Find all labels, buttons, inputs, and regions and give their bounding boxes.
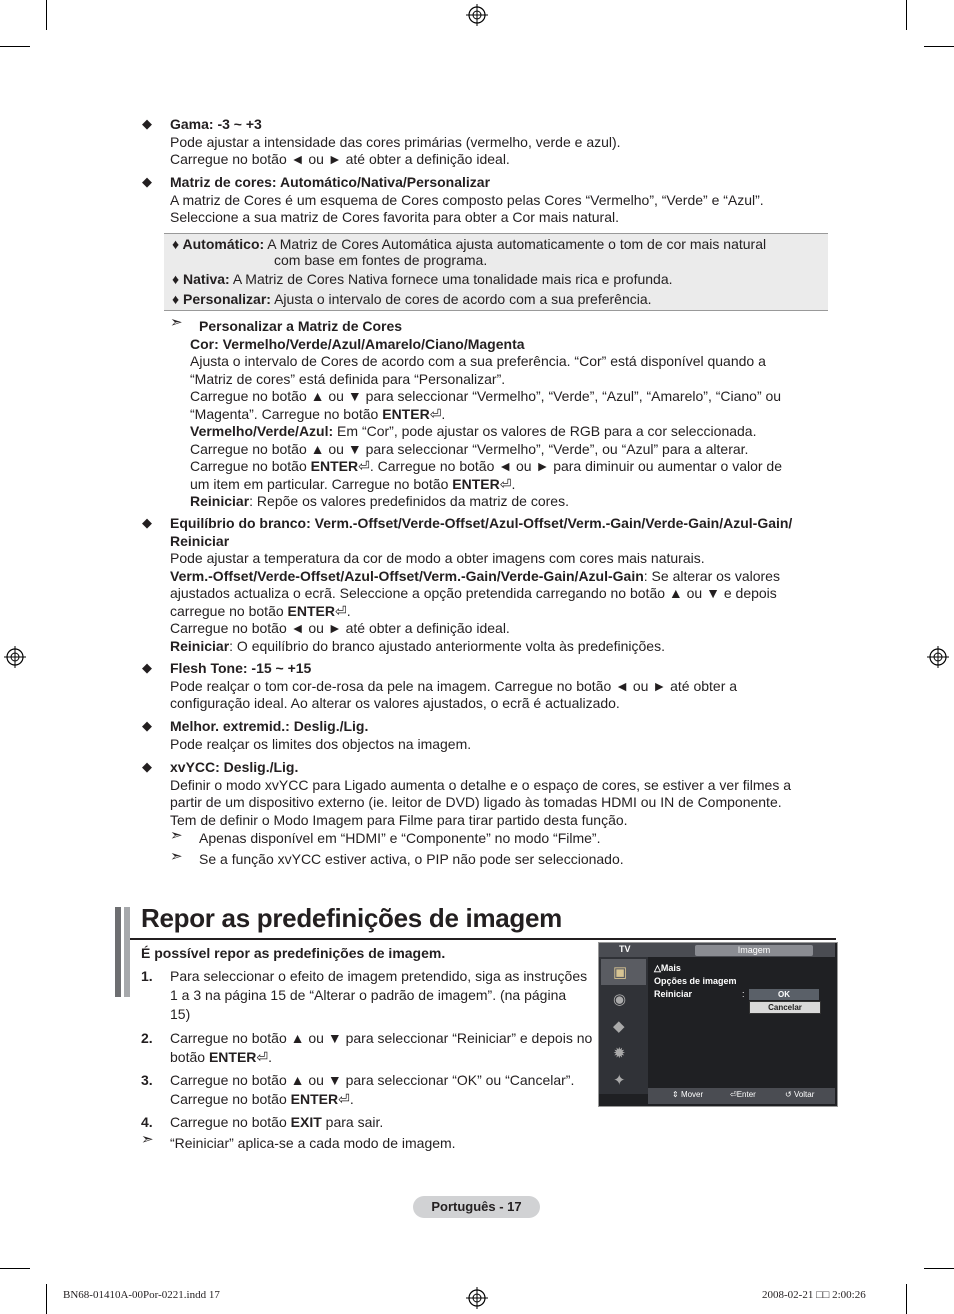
xvycc-note: Se a função xvYCC estiver activa, o PIP não pode ser seleccionado.	[199, 851, 624, 867]
crop-mark	[0, 1268, 30, 1269]
diamond-bullet-icon: ◆	[142, 759, 152, 774]
callout-native-label: ♦ Nativa:	[172, 271, 230, 287]
enter-key-label: ENTER	[287, 602, 335, 619]
osd-more: △Mais	[654, 963, 681, 973]
enter-icon: ⏎	[334, 602, 347, 619]
osd-colon: :	[742, 989, 745, 999]
step-number: 3.	[141, 1072, 153, 1088]
crop-mark	[924, 1268, 954, 1269]
color-matrix-title: Matriz de cores: Automático/Nativa/Personalizar	[170, 174, 491, 190]
edge-title: Melhor. extremid.: Deslig./Lig.	[170, 718, 369, 734]
note-text-part: um item em particular. Carregue no botão	[190, 475, 453, 492]
crop-mark	[906, 0, 907, 30]
white-balance-text: carregue no botão ENTER⏎.	[170, 602, 351, 619]
gamma-text: Carregue no botão ◄ ou ► até obter a definição ideal.	[170, 151, 510, 167]
note-text: Carregue no botão ▲ ou ▼ para seleccionar “Vermelho”, “Verde”, “Azul”, “Amarelo”, “Ciano” ou	[190, 388, 782, 404]
white-balance-text: Carregue no botão ◄ ou ► até obter a definição ideal.	[170, 620, 510, 636]
registration-mark-icon	[927, 646, 949, 668]
enter-icon: ⏎	[338, 1091, 350, 1107]
page-title: Repor as predefinições de imagem	[141, 903, 562, 933]
note-text-part: “Magenta”. Carregue no botão	[190, 405, 383, 422]
osd-footer-back	[785, 1090, 814, 1099]
enter-key-label: ENTER	[452, 475, 500, 492]
flesh-tone-text: configuração ideal. Ao alterar os valores ajustados, o ecrã é actualizado.	[170, 695, 620, 711]
note-text-part: . Carregue no botão ◄ ou ► para diminuir ou aumentar o valor de	[369, 458, 782, 474]
heading-bar	[124, 907, 130, 997]
step-text	[170, 1029, 598, 1067]
callout-auto-text: A Matriz de Cores Automática ajusta automaticamente o tom de cor mais natural	[264, 236, 767, 252]
flesh-tone-title: Flesh Tone: -15 ~ +15	[170, 660, 312, 676]
xvycc-text: Definir o modo xvYCC para Ligado aumenta o detalhe e o espaço de cores, se estiver a ver filmes a	[170, 776, 791, 793]
xvycc-section	[170, 759, 791, 829]
white-balance-text-part: : Se alterar os valores	[643, 567, 780, 584]
step-text-part: Carregue no botão	[170, 1114, 291, 1130]
note-text-part: : Repõe os valores predefinidos da matriz de cores.	[249, 493, 569, 509]
note-label: Reiniciar	[190, 493, 250, 509]
enter-key-label: ENTER	[290, 1091, 339, 1107]
sound-icon: ◉	[613, 991, 627, 1008]
diamond-bullet-icon: ◆	[142, 174, 152, 189]
white-balance-text: Pode ajustar a temperatura da cor de modo a obter imagens com cores mais naturais.	[170, 550, 705, 566]
white-balance-label: Reiniciar	[170, 637, 230, 654]
step-text-part: .	[349, 1091, 354, 1107]
crop-mark	[0, 46, 30, 47]
osd-option-cancel[interactable]: Cancelar	[749, 1001, 821, 1014]
note-text: um item em particular. Carregue no botão ENTER⏎.	[190, 475, 516, 492]
registration-mark-icon	[466, 1287, 488, 1309]
reset-note: “Reiniciar” aplica-se a cada modo de imagem.	[170, 1135, 456, 1151]
return-icon: ↺	[785, 1090, 794, 1099]
enter-icon: ⏎	[429, 405, 442, 422]
note-text	[190, 423, 782, 441]
osd-footer-move	[672, 1090, 703, 1099]
custom-matrix-title: Personalizar a Matriz de Cores	[199, 318, 403, 334]
note-text-part: Carregue no botão	[190, 458, 311, 474]
heading-bar	[115, 907, 121, 997]
step-text	[170, 1113, 600, 1132]
callout-auto-label: ♦ Automático:	[172, 236, 265, 252]
enter-icon: ⏎	[358, 458, 370, 474]
white-balance-title: Equilíbrio do branco: Verm.-Offset/Verde-Offset/Azul-Offset/Verm.-Gain/Verde-Gain/Azul-Gain/	[170, 515, 793, 531]
flesh-tone-section	[170, 660, 737, 713]
registration-mark-icon	[466, 4, 488, 26]
white-balance-label: Verm.-Offset/Verde-Offset/Azul-Offset/Verm.-Gain/Verde-Gain/Azul-Gain	[170, 567, 644, 584]
note-text: “Matriz de cores” está definida para “Personalizar”.	[190, 370, 506, 387]
callout-custom	[172, 291, 652, 308]
note-text-part: Em “Cor”, pode ajustar os valores de RGB para a cor seleccionada.	[333, 423, 757, 439]
note-text	[190, 493, 782, 511]
osd-footer-move-label: Mover	[680, 1090, 704, 1099]
step-text-part: Carregue no botão ▲ ou ▼ para seleccionar “Reiniciar” e depois no botão	[170, 1030, 593, 1065]
note-label: Vermelho/Verde/Azul:	[190, 423, 334, 439]
osd-item-picture-options[interactable]: Opções de imagem	[654, 976, 737, 986]
xvycc-text: partir de um dispositivo externo (ie. leitor de DVD) ligado às tomadas HDMI ou IN de Componente.	[170, 794, 782, 810]
color-matrix-section	[170, 174, 764, 227]
xvycc-note: Apenas disponível em “HDMI” e “Componente” no modo “Filme”.	[199, 830, 601, 846]
diamond-bullet-icon: ◆	[142, 718, 152, 733]
callout-native	[172, 271, 673, 288]
heading-rule	[130, 938, 836, 940]
custom-matrix-subtitle: Cor: Vermelho/Verde/Azul/Amarelo/Ciano/Magenta	[190, 335, 525, 352]
callout-auto	[172, 236, 766, 253]
edge-section	[170, 718, 471, 753]
step-text: Para seleccionar o efeito de imagem pretendido, siga as instruções 1 a 3 na página 15 de “Alterar o padrão de imagem”. (na página 15)	[170, 968, 588, 1022]
diamond-bullet-icon: ◆	[142, 515, 152, 530]
osd-footer-back-label: Voltar	[793, 1090, 815, 1099]
white-balance-text-part: : O equilíbrio do branco ajustado anteriormente volta às predefinições.	[229, 637, 665, 654]
step-number: 2.	[141, 1030, 153, 1046]
edge-text: Pode realçar os limites dos objectos na imagem.	[170, 735, 472, 752]
callout-custom-text: Ajusta o intervalo de cores de acordo com a sua preferência.	[270, 291, 652, 307]
note-arrow-icon: ➣	[170, 827, 183, 844]
move-icon: ⇕	[672, 1090, 681, 1099]
step-text-part: Carregue no botão ▲ ou ▼ para seleccionar “OK” ou “Cancelar”. Carregue no botão	[170, 1072, 575, 1107]
step-text-part: .	[268, 1049, 273, 1065]
color-matrix-text: A matriz de Cores é um esquema de Cores composto pelas Cores “Vermelho”, “Verde” e “Azul”.	[170, 191, 764, 208]
crop-mark	[924, 46, 954, 47]
flesh-tone-text: Pode realçar o tom cor-de-rosa da pele na imagem. Carregue no botão ◄ ou ► até obter a	[170, 677, 738, 694]
enter-key-label: ENTER	[310, 458, 359, 474]
color-matrix-text: Seleccione a sua matriz de Cores favorita para obter a Cor mais natural.	[170, 209, 619, 225]
enter-key-label: ENTER	[208, 1049, 257, 1065]
gamma-text: Pode ajustar a intensidade das cores primárias (vermelho, verde e azul).	[170, 133, 621, 150]
note-text: Ajusta o intervalo de Cores de acordo com a sua preferência. “Cor” está disponível quando a	[190, 353, 766, 369]
xvycc-text: Tem de definir o Modo Imagem para Filme para tirar partido desta função.	[170, 811, 628, 828]
enter-key-label: ENTER	[382, 405, 430, 422]
callout-native-text: A Matriz de Cores Nativa fornece uma tonalidade mais rica e profunda.	[229, 271, 673, 287]
callout-auto-cont: com base em fontes de programa.	[274, 252, 488, 268]
note-text: “Magenta”. Carregue no botão ENTER⏎.	[190, 405, 446, 422]
note-arrow-icon: ➣	[170, 848, 183, 865]
note-arrow-icon: ➣	[170, 314, 183, 331]
xvycc-title: xvYCC: Deslig./Lig.	[170, 759, 299, 775]
input-icon: ✦	[613, 1072, 626, 1089]
imprint-file: BN68-01410A-00Por-0221.indd 17	[63, 1289, 220, 1301]
tv-osd-screenshot	[598, 942, 838, 1107]
setup-icon: ✹	[613, 1045, 626, 1062]
diamond-bullet-icon: ◆	[142, 660, 152, 675]
gamma-section	[170, 116, 621, 169]
white-balance-text: ajustados actualiza o ecrã. Seleccione a opção pretendida carregando no botão ▲ ou ▼ e depois	[170, 585, 777, 601]
osd-option-ok[interactable]: OK	[749, 989, 819, 1000]
exit-key-label: EXIT	[290, 1114, 322, 1130]
white-balance-text	[170, 568, 792, 586]
imprint-date: 2008-02-21 □□ 2:00:26	[762, 1289, 866, 1301]
osd-menu-title: Imagem	[695, 945, 813, 956]
custom-matrix-note	[190, 318, 782, 511]
enter-icon: ⏎	[499, 475, 512, 492]
crop-mark	[46, 0, 47, 30]
enter-icon: ⏎	[256, 1049, 269, 1065]
white-balance-text-part: carregue no botão	[170, 602, 288, 619]
step-number: 1.	[141, 968, 153, 984]
note-arrow-icon: ➣	[141, 1131, 154, 1148]
white-balance-title: Reiniciar	[170, 532, 230, 549]
channel-icon: ◆	[613, 1018, 625, 1035]
crop-mark	[46, 1284, 47, 1314]
osd-footer-enter	[730, 1090, 756, 1099]
step-text	[170, 1071, 600, 1109]
diamond-bullet-icon: ◆	[142, 116, 152, 131]
white-balance-section	[170, 515, 792, 655]
crop-mark	[906, 1284, 907, 1314]
registration-mark-icon	[4, 646, 26, 668]
osd-footer-enter-label: Enter	[736, 1090, 756, 1099]
page-number-badge: Português - 17	[413, 1196, 540, 1218]
color-matrix-callout	[164, 233, 828, 311]
reset-intro: É possível repor as predefinições de imagem.	[141, 945, 446, 961]
osd-tv-label: TV	[619, 944, 631, 954]
step-text-part: para sair.	[321, 1114, 384, 1130]
note-text	[190, 458, 782, 476]
picture-icon: ▣	[613, 964, 628, 981]
gamma-title: Gama: -3 ~ +3	[170, 116, 262, 132]
note-text: Carregue no botão ▲ ou ▼ para seleccionar “Vermelho”, “Verde”, ou “Azul” para a alterar.	[190, 440, 749, 457]
white-balance-text	[170, 638, 792, 656]
callout-custom-label: ♦ Personalizar:	[172, 291, 271, 307]
enter-icon: ⏎	[730, 1090, 737, 1099]
step-number: 4.	[141, 1114, 153, 1130]
osd-item-reset[interactable]: Reiniciar	[654, 989, 693, 999]
